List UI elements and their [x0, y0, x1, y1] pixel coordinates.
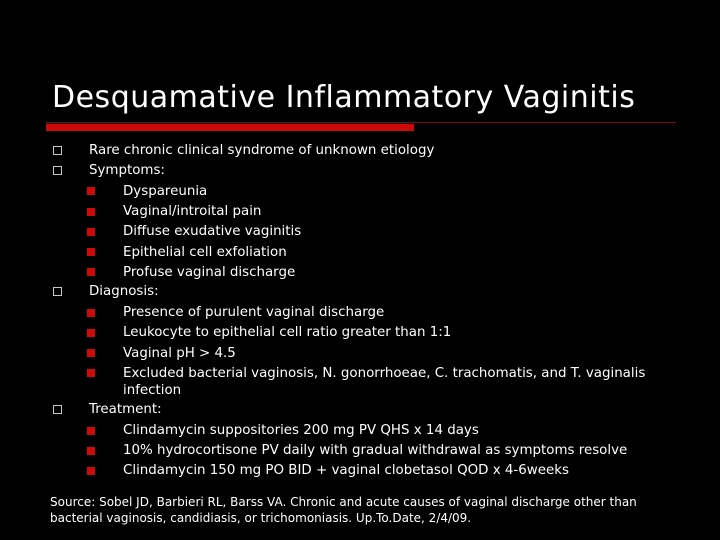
red-square-bullet-icon	[87, 228, 95, 236]
red-square-bullet-icon	[87, 309, 95, 317]
sub-bullet-item	[50, 242, 670, 262]
bullet-item	[50, 282, 670, 302]
sub-bullet-text: Profuse vaginal discharge	[123, 264, 296, 280]
bullet-item	[50, 141, 670, 161]
sub-bullet-text: Dyspareunia	[123, 184, 208, 199]
bullet-text: Treatment:	[89, 402, 162, 418]
sub-bullet-item	[50, 303, 670, 323]
sub-bullet-item	[50, 421, 670, 441]
bullet-item	[50, 161, 670, 181]
red-square-bullet-icon	[87, 349, 95, 357]
sub-bullet-text: Presence of purulent vaginal discharge	[123, 305, 385, 321]
sub-bullet-item	[50, 323, 670, 343]
red-square-bullet-icon	[87, 467, 95, 475]
bullet-text: Rare chronic clinical syndrome of unknown etiology	[89, 143, 435, 158]
outline-square-bullet-icon	[53, 405, 62, 414]
bullet-list	[50, 141, 670, 481]
sub-bullet-text: Epithelial cell exfoliation	[123, 244, 287, 260]
red-square-bullet-icon	[87, 427, 95, 435]
red-square-bullet-icon	[87, 447, 95, 455]
outline-square-bullet-icon	[53, 146, 62, 155]
title-divider-thin	[46, 122, 676, 123]
red-square-bullet-icon	[87, 369, 95, 377]
sub-bullet-text: Diffuse exudative vaginitis	[123, 224, 302, 240]
sub-bullet-text: Vaginal/introital pain	[123, 204, 262, 220]
slide-title: Desquamative Inflammatory Vaginitis	[52, 80, 636, 115]
sub-bullet-item	[50, 202, 670, 222]
red-square-bullet-icon	[87, 208, 95, 216]
sub-bullet-text: Excluded bacterial vaginosis, N. gonorrhoeae, C. trachomatis, and T. vaginalis infection	[123, 365, 646, 398]
sub-bullet-item	[50, 222, 670, 242]
title-divider-accent	[46, 124, 414, 131]
sub-bullet-text: 10% hydrocortisone PV daily with gradual withdrawal as symptoms resolve	[123, 443, 628, 459]
outline-square-bullet-icon	[53, 287, 62, 296]
sub-bullet-text: Clindamycin 150 mg PO BID + vaginal clobetasol QOD x 4-6weeks	[123, 463, 569, 479]
bullet-text: Diagnosis:	[89, 284, 159, 300]
bullet-text: Symptoms:	[89, 163, 165, 179]
outline-square-bullet-icon	[53, 166, 62, 175]
source-citation: Source: Sobel JD, Barbieri RL, Barss VA. Chronic and acute causes of vaginal discharge other than bacterial vaginosis, candidiasis, or trichomoniasis. Up.To.Date, 2/4/09.	[50, 495, 637, 525]
sub-bullet-item	[50, 441, 670, 461]
sub-bullet-item	[50, 343, 670, 363]
sub-bullet-item	[50, 262, 670, 282]
bullet-item	[50, 400, 670, 420]
red-square-bullet-icon	[87, 268, 95, 276]
sub-bullet-item	[50, 181, 670, 201]
sub-bullet-text: Clindamycin suppositories 200 mg PV QHS x 14 days	[123, 423, 479, 439]
sub-bullet-text: Vaginal pH > 4.5	[123, 345, 236, 361]
red-square-bullet-icon	[87, 248, 95, 256]
red-square-bullet-icon	[87, 329, 95, 337]
sub-bullet-text: Leukocyte to epithelial cell ratio greater than 1:1	[123, 325, 452, 341]
red-square-bullet-icon	[87, 187, 95, 195]
sub-bullet-item	[50, 363, 670, 400]
sub-bullet-item	[50, 461, 670, 481]
